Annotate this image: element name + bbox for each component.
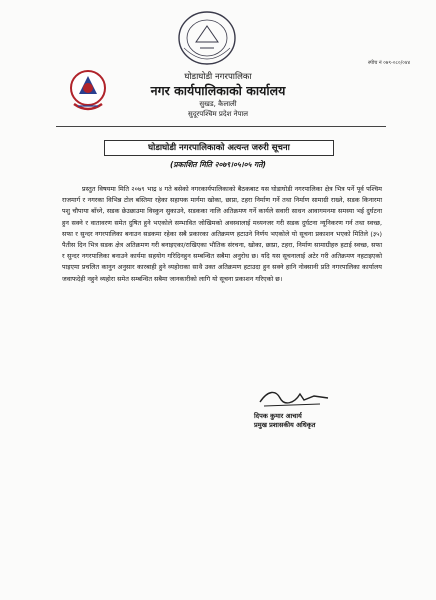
office-title: नगर कार्यपालिकाको कार्यालय bbox=[150, 83, 286, 98]
notice-title: घोडाघोडी नगरपालिकाको अत्यन्त जरुरी सूचना bbox=[104, 140, 334, 156]
signatory-name: दिपक कुमार आचार्य bbox=[254, 412, 302, 420]
signatory-block bbox=[254, 412, 364, 430]
notice-paragraph: प्रस्तुत विषयमा मिति २०७९ भाद्र ४ गते बसेको नगरकार्यपालिकाको बैठकबाट यस घोडाघोडी नगरपालिका क्षेत्र भित्र पर्ने पूर्व पश्चिम राजमार्ग र नगरका विभिन्न टोल बस्तिमा रहेका सहायक मार्गमा खोका, छाप्रा, टहरा निर्माण गर्ने तथा निर्माण सामाग्री राख्ने, सडक किनारमा पशु चौपाया बाँध्ने, सडक छेउछाउमा विस्कुन सुकाउने, सडकका नालि अतिक्रमण गर्ने कार्यले सवारी साधन आवागमनमा समस्या भई दुर्घटना हुन सक्ने र वातावरण समेत दुषित हुने भएकोले सम्भावित जोखिमको अवस्थालाई मध्यनजर गरी सडक दुर्घटना न्यूनिकरण गर्न तथा स्वच्छ, सफा र सुन्दर नगरपालिका बनाउन सडकमा रहेका सबै प्रकारका अतिक्रमण हटाउने निर्णय भएकोले यो सूचना प्रकाशन भएको मितिले (३५) पैतीस दिन भित्र सडक क्षेत्र अतिक्रमण गरी बनाइएका/राखिएका भौतिक संरचना, खोका, छाप्रा, टहरा, निर्माण सामाग्रीहरु हटाई स्वच्छ, सफा र सुन्दर नगरपालिका बनाउने कार्यमा सहयोग गरिदिनहुन सम्बन्धित सबैमा अनुरोध छ। यदि यस सूचनालाई अटेर गरी अतिक्रमण नहटाइएको पाइएमा प्रचलित कानुन अनुसार कारबाही हुने व्यहोराका साथै उक्त अतिक्रमण हटाउदा हुन सक्ने हानि नोक्सानी प्रति नगरपालिका कार्यालय जवाफदेही नहुने व्यहोरा समेत सम्बन्धित सबैमा जानकारीको लागि यो सूचना प्रकाशन गरिएको छ। bbox=[62, 185, 382, 283]
published-date: (प्रकाशित मिति २०७९।०५।०५ गते) bbox=[169, 160, 266, 169]
province-name: सुदूरपश्चिम प्रदेश नेपाल bbox=[187, 110, 249, 118]
office-location: सुखड, कैलाली bbox=[199, 100, 237, 108]
letterhead bbox=[0, 72, 436, 119]
reference-number: स्पीच नं ०७९-०८०/०४४ bbox=[368, 60, 411, 66]
municipal-seal-stamp-icon bbox=[176, 8, 238, 68]
municipality-name: घोडाघोडी नगरपालिका bbox=[184, 72, 252, 82]
handwritten-signature-icon bbox=[254, 384, 334, 410]
header-divider bbox=[56, 126, 386, 127]
notice-body bbox=[62, 184, 382, 285]
signatory-designation: प्रमुख प्रशासकीय अधिकृत bbox=[254, 421, 316, 429]
